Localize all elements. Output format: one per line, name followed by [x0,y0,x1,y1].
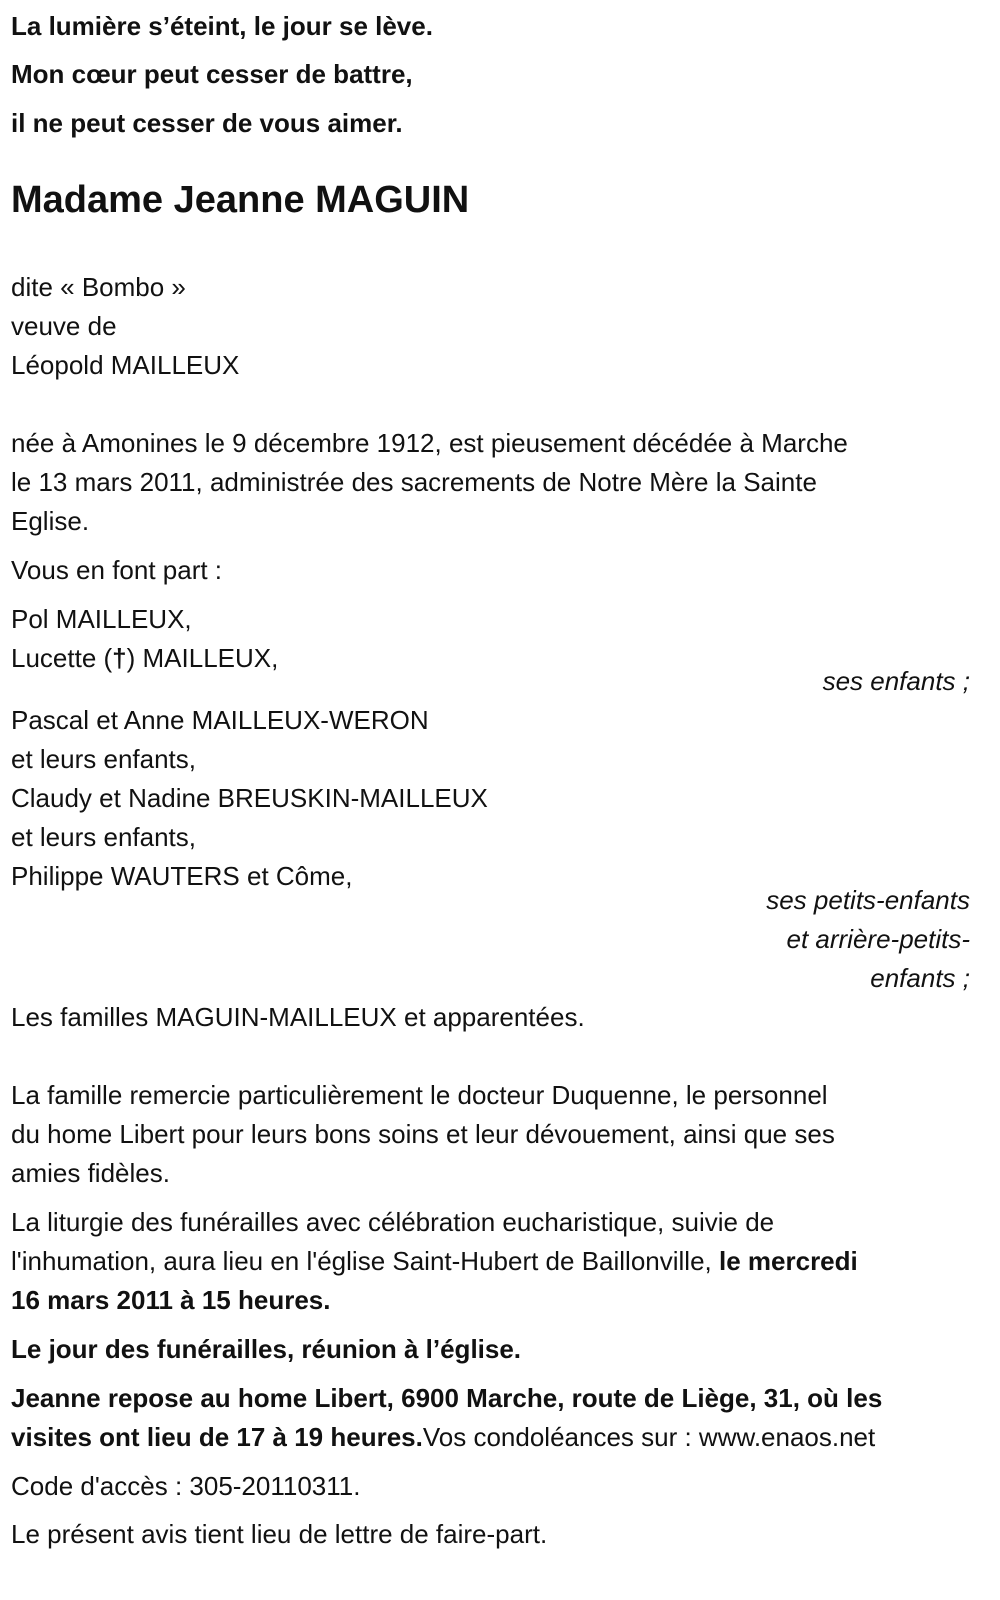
visit-line [11,1420,875,1454]
page-title: Madame Jeanne MAGUIN [11,179,470,221]
condolences-link: Vos condoléances sur : www.enaos.net [422,1422,876,1452]
liturgy-date: le mercredi [719,1246,858,1276]
grandchild-line: Pascal et Anne MAILLEUX-WERON [11,705,429,735]
grandchild-line: Claudy et Nadine BREUSKIN-MAILLEUX [11,783,488,813]
visit-hours: visites ont lieu de 17 à 19 heures. [11,1422,423,1452]
thanks-line: amies fidèles. [11,1158,170,1188]
closing: Le présent avis tient lieu de lettre de faire-part. [11,1519,548,1549]
cross-icon: † [112,643,127,673]
access-code: Code d'accès : 305-20110311. [11,1471,361,1501]
child-name-part: Lucette ( [11,643,113,673]
families: Les familles MAGUIN-MAILLEUX et apparentées. [11,1002,585,1032]
announce: Vous en font part : [11,555,223,585]
epitaph-line: Mon cœur peut cesser de battre, [11,59,413,89]
nickname: dite « Bombo » [11,272,186,302]
grandchild-line: et leurs enfants, [11,822,196,852]
birth-death-line: née à Amonines le 9 décembre 1912, est pieusement décédée à Marche [11,428,848,458]
child-name-part: ) MAILLEUX, [126,643,279,673]
grandchild-line: et leurs enfants, [11,744,196,774]
liturgy-line: La liturgie des funérailles avec célébration eucharistique, suivie de [11,1207,775,1237]
child-name [11,641,278,675]
birth-death-line: le 13 mars 2011, administrée des sacrements de Notre Mère la Sainte [11,467,817,497]
liturgy-date: 16 mars 2011 à 15 heures. [11,1285,331,1315]
liturgy-line [11,1244,858,1278]
epitaph-line: La lumière s’éteint, le jour se lève. [11,11,433,41]
epitaph-line: il ne peut cesser de vous aimer. [11,108,403,138]
spouse-name: Léopold MAILLEUX [11,350,240,380]
birth-death-line: Eglise. [11,506,90,536]
meeting: Le jour des funérailles, réunion à l’église. [11,1334,522,1364]
grandchildren-label: enfants ; [870,963,970,993]
grandchild-line: Philippe WAUTERS et Côme, [11,861,353,891]
children-label: ses enfants ; [822,666,970,696]
child-name: Pol MAILLEUX, [11,604,192,634]
grandchildren-label: et arrière-petits- [786,924,970,954]
widow-of: veuve de [11,311,117,341]
thanks-line: La famille remercie particulièrement le docteur Duquenne, le personnel [11,1080,828,1110]
thanks-line: du home Libert pour leurs bons soins et leur dévouement, ainsi que ses [11,1119,835,1149]
liturgy-text: l'inhumation, aura lieu en l'église Saint-Hubert de Baillonville, [11,1246,719,1276]
grandchildren-label: ses petits-enfants [766,885,970,915]
visit-line: Jeanne repose au home Libert, 6900 Marche, route de Liège, 31, où les [11,1383,883,1413]
